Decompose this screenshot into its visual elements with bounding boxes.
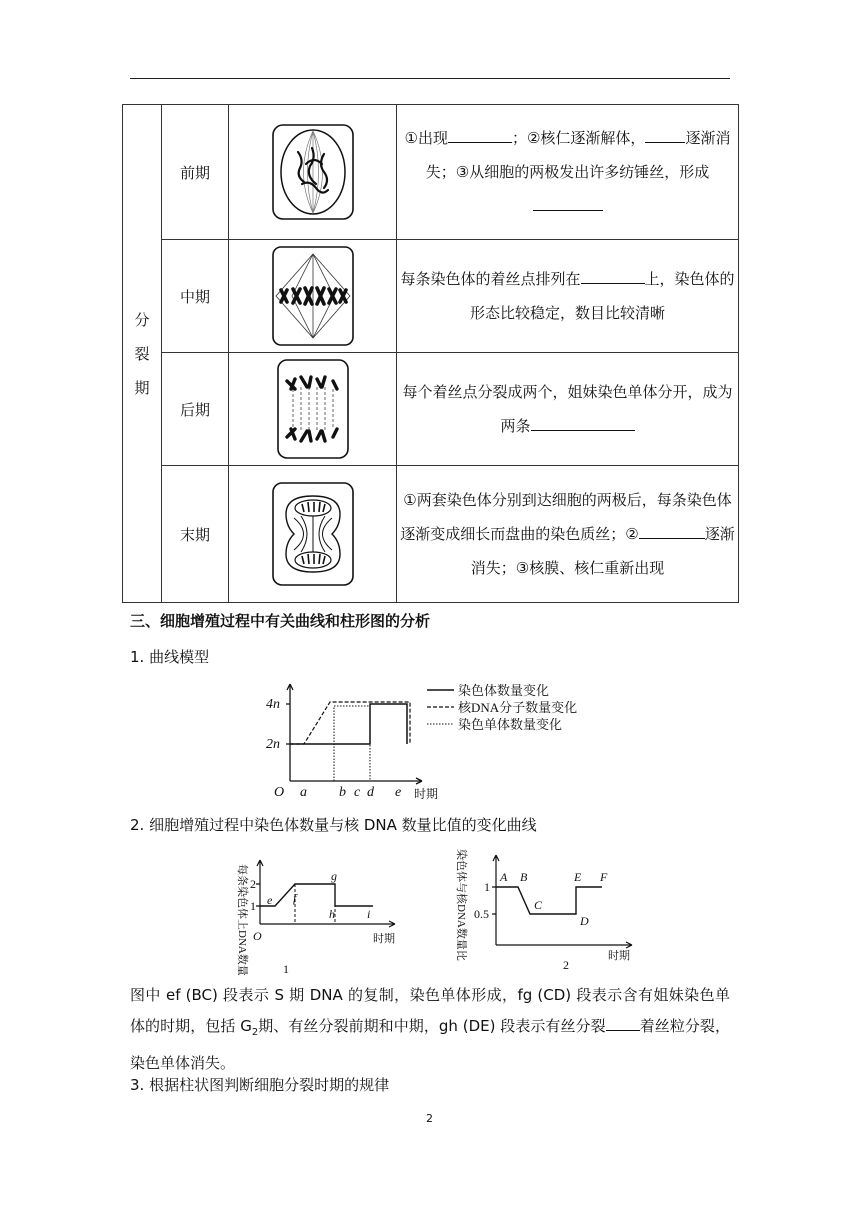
point-F: F [600, 870, 608, 884]
item-2-title: 2. 细胞增殖过程中染色体数量与核 DNA 数量比值的变化曲线 [130, 816, 537, 834]
y-tick-2n: 2n [266, 737, 280, 752]
origin-label: O [274, 785, 285, 800]
page-number: 2 [426, 1112, 433, 1125]
y-axis-label-2: 染色体与核DNA数量比 [455, 849, 467, 961]
legend-chromatid: 染色单体数量变化 [458, 717, 563, 732]
item-1-title: 1. 曲线模型 [130, 648, 210, 666]
point-f: f [293, 891, 297, 905]
section-3-heading: 三、细胞增殖过程中有关曲线和柱形图的分析 [130, 612, 431, 630]
mitosis-stage-table [122, 104, 739, 603]
item-3-title: 3. 根据柱状图判断细胞分裂时期的规律 [130, 1076, 390, 1094]
x-tick-b: b [339, 785, 346, 800]
y-tick-2: 2 [250, 877, 256, 891]
anaphase-cell-illustration [277, 359, 349, 459]
prophase-cell-illustration [272, 124, 354, 220]
point-D: D [580, 914, 589, 928]
answer-blank[interactable] [448, 127, 512, 143]
phase-telophase: 末期 [162, 466, 229, 603]
chart-caption-1: 1 [283, 962, 289, 976]
point-C: C [534, 898, 543, 912]
phase-anaphase: 后期 [162, 353, 229, 466]
answer-blank[interactable] [531, 415, 635, 431]
legend-chromosome: 染色体数量变化 [458, 683, 550, 698]
prophase-description: ①出现 ；②核仁逐渐解体， 逐渐消失；③从细胞的两极发出许多纺锤丝，形成 [397, 105, 739, 240]
x-axis-label-1: 时期 [373, 933, 395, 945]
metaphase-description: 每条染色体的着丝点排列在 上，染色体的形态比较稳定，数目比较清晰 [397, 240, 739, 353]
y-tick-1: 1 [250, 899, 256, 913]
telophase-cell-image [229, 466, 397, 603]
point-h: h [329, 907, 335, 921]
metaphase-cell-illustration [272, 246, 354, 346]
answer-blank[interactable] [645, 127, 685, 143]
x-tick-e: e [395, 785, 402, 800]
ratio-line-1 [260, 884, 373, 906]
prophase-cell-image [229, 105, 397, 240]
x-tick-a: a [300, 785, 307, 800]
y-axis-label-1: 每条染色体上DNA数量 [236, 864, 248, 976]
anaphase-cell-image [229, 353, 397, 466]
answer-blank[interactable] [581, 268, 645, 284]
curve-model-chart [262, 676, 602, 804]
phase-prophase: 前期 [162, 105, 229, 240]
header-rule [130, 78, 730, 79]
telophase-cell-illustration [272, 482, 354, 586]
stage-group-label: 分 裂 期 [123, 105, 162, 603]
answer-blank[interactable] [639, 523, 705, 539]
x-tick-d: d [367, 785, 374, 800]
ratio-line-2 [496, 887, 602, 914]
point-A: A [500, 870, 508, 884]
x-axis-label-2: 时期 [608, 950, 630, 962]
series-dna-line [290, 702, 410, 744]
point-i: i [367, 907, 371, 921]
point-B: B [520, 870, 528, 884]
legend-dna: 核DNA分子数量变化 [458, 700, 578, 715]
y-tick-1-2: 1 [484, 880, 490, 894]
y-tick-4n: 4n [266, 697, 280, 712]
point-E: E [574, 870, 582, 884]
origin-label-1: O [253, 929, 262, 943]
metaphase-cell-image [229, 240, 397, 353]
dna-per-chromosome-chart [225, 852, 415, 977]
answer-blank[interactable] [533, 195, 603, 211]
x-axis-label: 时期 [414, 787, 439, 801]
explanation-paragraph: 图中 ef (BC) 段表示 S 期 DNA 的复制，染色单体形成，fg (CD) 段表示含有姐妹染色单体的时期，包括 $G_2$期、有丝分裂前期和中期，gh (DE) 段表示有丝分裂 着丝粒分裂，染色单体消失。 [130, 986, 730, 1072]
x-tick-c: c [354, 785, 361, 800]
y-tick-05: 0.5 [474, 907, 489, 921]
point-g: g [331, 869, 337, 883]
answer-blank[interactable] [606, 1015, 640, 1031]
telophase-description: ①两套染色体分别到达细胞的两极后，每条染色体逐渐变成细长而盘曲的染色质丝；② 逐渐消失；③核膜、核仁重新出现 [397, 466, 739, 603]
chart-caption-2: 2 [563, 958, 569, 972]
chromosome-dna-ratio-chart [450, 845, 650, 975]
phase-metaphase: 中期 [162, 240, 229, 353]
anaphase-description: 每个着丝点分裂成两个，姐妹染色单体分开，成为两条 [397, 353, 739, 466]
point-e: e [267, 893, 273, 907]
